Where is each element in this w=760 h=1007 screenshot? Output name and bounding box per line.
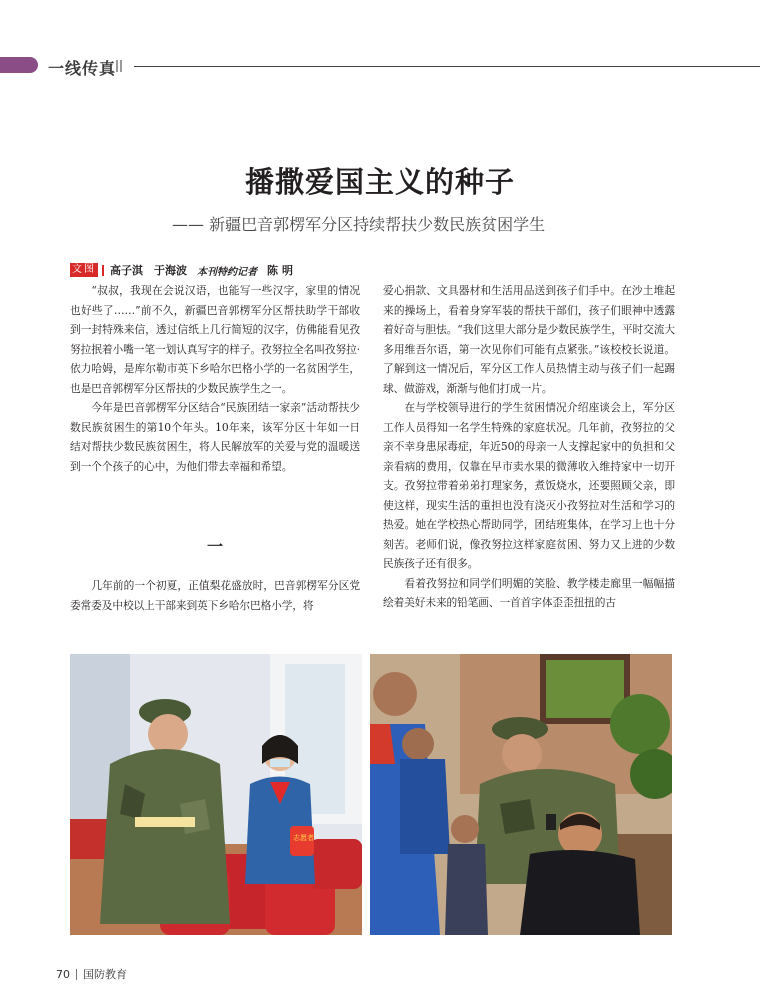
footer-separator xyxy=(76,969,77,980)
photo-haircut-illustration xyxy=(370,654,672,935)
right-column xyxy=(383,281,675,613)
paragraph: “叔叔，我现在会说汉语，也能写一些汉字，家里的情况也好些了……”前不久，新疆巴音郭楞军分区帮扶助学干部收到一封特殊来信，透过信纸上几行简短的汉字，仿佛能看见孜努拉抿着小嘴一笔一划认真写字的样子。孜努拉全名叫孜努拉·依力哈姆，是库尔勒市英下乡哈尔巴格小学的一名贫困学生，也是巴音郭楞军分区帮扶的少数民族学生之一。 xyxy=(70,284,360,395)
paragraph: 看着孜努拉和同学们明媚的笑脸、教学楼走廊里一幅幅描绘着美好未来的铅笔画、一首首字体歪歪扭扭的古 xyxy=(383,576,675,609)
byline-reporter: 陈明 xyxy=(267,264,297,277)
article-subtitle: —— 新疆巴音郭楞军分区持续帮扶少数民族贫困学生 xyxy=(172,215,546,234)
page-footer xyxy=(56,966,127,982)
page-number: 70 xyxy=(56,967,70,981)
photo-award xyxy=(70,654,362,935)
byline-separator xyxy=(102,265,104,276)
paragraph: 几年前的一个初夏，正值梨花盛放时，巴音郭楞军分区党委常委及中校以上干部来到英下乡哈尔巴格小学，将 xyxy=(70,579,360,612)
photo-award-illustration xyxy=(70,654,362,935)
section-divider-icon xyxy=(116,60,123,72)
header-rule xyxy=(134,66,760,67)
section-title: 一线传真 xyxy=(48,59,117,78)
left-column xyxy=(70,281,360,476)
paragraph: 爱心捐款、文具器材和生活用品送到孩子们手中。在沙土堆起来的操场上，看着身穿军装的帮扶干部们，孩子们眼神中透露着好奇与胆怯。“我们这里大部分是少数民族学生，平时交流大多用维吾尔语，第一次见你们可能有点紧张。”该校校长说道。了解到这一情况后，军分区工作人员热情主动与孩子们一起踢球、做游戏，渐渐与他们打成一片。 xyxy=(383,284,675,395)
article-title: 播撒爱国主义的种子 xyxy=(244,165,515,199)
byline xyxy=(70,262,297,278)
magazine-name: 国防教育 xyxy=(83,968,127,981)
byline-role: 本刊特约记者 xyxy=(197,266,257,278)
paragraph: 今年是巴音郭楞军分区结合“民族团结一家亲”活动帮扶少数民族贫困生的第10个年头。10年来，该军分区十年如一日结对帮扶少数民族贫困生，将人民解放军的关爱与党的温暖送到一个个孩子的心中，为他们带去幸福和希望。 xyxy=(70,401,360,473)
photo-haircut xyxy=(370,654,672,935)
section-number: 一 xyxy=(206,537,223,556)
section-tab xyxy=(0,57,38,73)
armband-text: 志愿者 xyxy=(293,834,314,842)
byline-tag: 文图 xyxy=(72,264,96,275)
byline-authors: 高子淇 于海波 xyxy=(110,264,187,277)
left-column-continued xyxy=(70,576,360,615)
paragraph: 在与学校领导进行的学生贫困情况介绍座谈会上，军分区工作人员得知一名学生特殊的家庭状况。几年前，孜努拉的父亲不幸身患尿毒症，年近50的母亲一人支撑起家中的负担和父亲看病的费用，仅靠在早市卖水果的微薄收入维持家中一切开支。孜努拉带着弟弟打理家务，煮饭烧水，还要照顾父亲，即使这样，现实生活的重担也没有浇灭小孜努拉对生活和学习的热爱。她在学校热心帮助同学，团结班集体，在学习上也十分刻苦。老师们说，像孜努拉这样家庭贫困、努力又上进的少数民族孩子还有很多。 xyxy=(383,401,675,570)
